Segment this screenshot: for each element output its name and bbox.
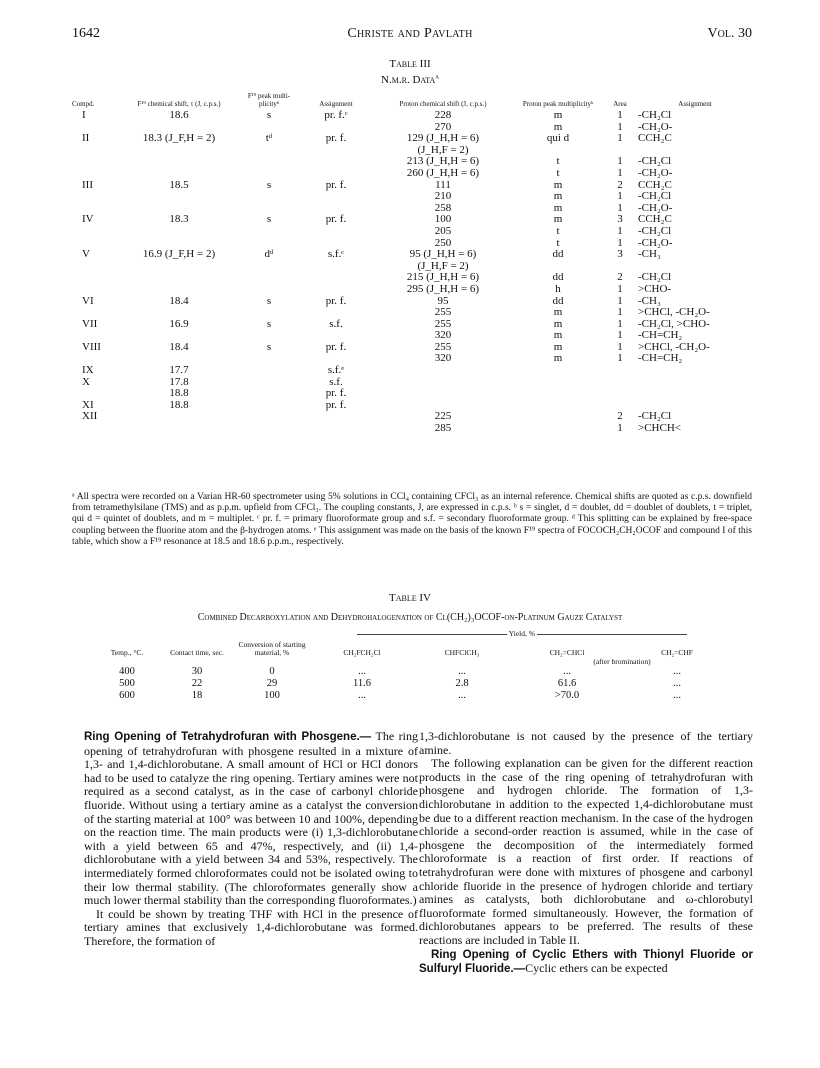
table4-cell: 30 xyxy=(191,666,203,677)
table4-cell: 500 xyxy=(119,678,135,689)
table3-header-2: F¹⁹ peak multi-plicityᵇ xyxy=(247,92,291,108)
table3-cell xyxy=(238,411,300,423)
table3-cell xyxy=(72,203,120,215)
table3-cell: (J_H,F = 2) xyxy=(417,143,469,156)
table3-cell: III xyxy=(82,178,93,191)
table3-header-4: Proton chemical shift (J, c.p.s.) xyxy=(399,100,487,108)
table4-cell: 0 xyxy=(269,666,275,677)
table4-cell: ... xyxy=(673,690,681,701)
table3-cell: m xyxy=(553,120,563,133)
table3-cell xyxy=(238,365,300,377)
table3-cell: tᵈ xyxy=(265,132,273,145)
table-row xyxy=(72,226,752,238)
table3-cell: pr. f. xyxy=(325,340,347,353)
table4-header-row xyxy=(92,641,732,658)
table-row xyxy=(72,307,752,319)
table3-cell: 18.3 (J_F,H = 2) xyxy=(142,132,216,145)
table3-cell: VII xyxy=(82,317,98,330)
table3-cell: 320 xyxy=(434,352,452,365)
table3-cell: -CH₂Cl xyxy=(638,271,672,284)
table3-cell: 1 xyxy=(617,352,623,365)
table4-cell: ... xyxy=(358,690,366,701)
table3-cell: (J_H,F = 2) xyxy=(417,259,469,272)
table3-cell: -CH₂O- xyxy=(638,236,673,249)
table3-cell: 250 xyxy=(434,236,452,249)
table3-cell xyxy=(72,156,120,168)
table3-cell xyxy=(238,307,300,319)
table4-header-1: Contact time, sec. xyxy=(170,648,224,657)
table3-header-3: Assignment xyxy=(319,100,353,108)
table3-cell xyxy=(72,168,120,180)
paragraph-2: It could be shown by treating THF with HCl in the presence of tertiary amines that exclusively 1,4-dichlorobutane was formed. Therefore, the formation of xyxy=(84,906,418,948)
table4-cell: 100 xyxy=(264,690,280,701)
table3-cell: 1 xyxy=(617,190,623,203)
table4-cell: 2.8 xyxy=(455,678,469,689)
table3-cell xyxy=(514,411,602,423)
table3-cell: 1 xyxy=(617,120,623,133)
table3-cell: m xyxy=(553,306,563,319)
table3-cell: pr. f. xyxy=(325,387,347,400)
table3-cell: >CHCH< xyxy=(638,422,681,435)
table4-cell: ... xyxy=(458,666,466,677)
table3-cell xyxy=(238,400,300,412)
table3-cell: -CH₃ xyxy=(638,294,661,307)
table4-cell: 29 xyxy=(266,678,278,689)
table3-cell: -CH₂Cl xyxy=(638,109,672,121)
table4-cell: 18 xyxy=(191,690,203,701)
table3-cell: 2 xyxy=(617,410,623,423)
table3-cell: 95 xyxy=(437,294,449,307)
table3-cell: VI xyxy=(82,294,94,307)
table4-header-2: Conversion of starting material, % xyxy=(238,639,306,657)
table3-cell xyxy=(300,191,372,203)
table3-cell xyxy=(514,423,602,435)
table3-cell: CCH₂C xyxy=(638,132,672,145)
table3-cell: 1 xyxy=(617,201,623,214)
table3-cell xyxy=(72,307,120,319)
table3-cell: >CHCl, -CH₂O- xyxy=(638,340,710,353)
table-row xyxy=(72,133,752,145)
table3-cell: 1 xyxy=(617,166,623,179)
table3-title xyxy=(0,71,820,86)
page-number: 1642 xyxy=(72,26,100,41)
table3-cell: 258 xyxy=(434,201,452,214)
table3-cell: pr. f. xyxy=(325,178,347,191)
table3-cell: 18.5 xyxy=(169,178,189,191)
table3-cell xyxy=(638,365,752,377)
table3-cell xyxy=(238,191,300,203)
table3-cell: II xyxy=(82,132,90,145)
table3-cell: -CH₂O- xyxy=(638,166,673,179)
table3-cell xyxy=(72,423,120,435)
table3-cell: 18.6 xyxy=(169,109,189,121)
table3-cell: 1 xyxy=(617,329,623,342)
table3-cell: CCH₂C xyxy=(638,213,672,226)
body-column-left xyxy=(84,730,418,949)
table3-cell: 95 (J_H,H = 6) xyxy=(409,248,477,261)
table3-cell: 1 xyxy=(617,422,623,435)
table3-cell: IV xyxy=(82,213,94,226)
table3-cell: -CH₂Cl xyxy=(638,224,672,237)
table4-cell: 11.6 xyxy=(353,678,371,689)
table4-cell: ... xyxy=(458,690,466,701)
table3-cell: pr. f. xyxy=(325,213,347,226)
table4-cell: ... xyxy=(563,666,571,677)
table3-cell xyxy=(372,365,514,377)
paragraph-cyclic-ethers xyxy=(419,948,753,977)
table3-cell: 1 xyxy=(617,317,623,330)
table3-cell xyxy=(120,145,238,157)
table3-cell: -CH=CH₂ xyxy=(638,352,683,365)
table3-cell xyxy=(602,377,638,389)
table3-cell: pr. f. xyxy=(325,132,347,145)
table4-header-3: CH₂FCH₂Cl xyxy=(343,648,381,657)
section-heading-phosgene: Ring Opening of Tetrahydrofuran with Phosgene.— xyxy=(84,731,372,743)
table3-cell: s xyxy=(266,109,272,121)
table-row xyxy=(92,678,732,690)
table3-cell: m xyxy=(553,317,563,330)
table-row xyxy=(72,365,752,377)
table3-cell: -CH₂Cl xyxy=(638,190,672,203)
table3-cell xyxy=(514,377,602,389)
table3-cell: V xyxy=(82,248,90,261)
table3-cell: -CH₂Cl, >CHO- xyxy=(638,317,710,330)
table3-cell: dd xyxy=(552,271,564,284)
table3-cell xyxy=(300,156,372,168)
table3-cell xyxy=(300,226,372,238)
table4-header-0: Temp., °C. xyxy=(110,648,144,657)
table3-cell xyxy=(238,145,300,157)
table3-cell: s xyxy=(266,340,272,353)
table3-cell xyxy=(72,226,120,238)
table4-title: Combined Decarboxylation and Dehydrohalogenation of Cl(CH₂)₃OCOF-on-Platinum Gauze Catalyst xyxy=(197,612,623,623)
table4-cell: 400 xyxy=(119,666,135,677)
table3-cell xyxy=(514,400,602,412)
table4-header-5: CH₂=CHCl xyxy=(549,648,585,657)
table3-cell xyxy=(638,388,752,400)
table3-cell xyxy=(72,272,120,284)
table3-cell xyxy=(72,353,120,365)
table3-cell: 2 xyxy=(617,271,623,284)
table3-cell: m xyxy=(553,329,563,342)
table3-cell: 1 xyxy=(617,294,623,307)
after-bromination-label: (after bromination) xyxy=(593,656,651,666)
table3-cell xyxy=(120,226,238,238)
table3-cell xyxy=(300,145,372,157)
table3-cell: -CH₂Cl xyxy=(638,155,672,168)
table3-cell: 210 xyxy=(434,190,452,203)
table3-cell: 1 xyxy=(617,224,623,237)
table3-cell: I xyxy=(82,109,86,121)
table3-cell: s.f. xyxy=(329,317,343,330)
table3-label: Table III xyxy=(389,58,431,70)
table3-cell: 215 (J_H,H = 6) xyxy=(406,271,480,284)
table3-cell xyxy=(238,388,300,400)
table3-cell: -CH₂O- xyxy=(638,201,673,214)
table3-cell: s.f.ᵉ xyxy=(327,364,345,377)
table3-cell xyxy=(120,284,238,296)
section-heading-thionyl: Ring Opening of Cyclic Ethers with Thionyl Fluoride or Sulfuryl Fluoride.— xyxy=(419,948,753,976)
table3-cell: qui d xyxy=(546,132,570,145)
table3-cell: m xyxy=(553,109,563,121)
table3-cell: 228 xyxy=(434,109,452,121)
table3-cell: >CHO- xyxy=(638,282,672,295)
table3-cell: -CH=CH₂ xyxy=(638,329,683,342)
table3-cell: 129 (J_H,H = 6) xyxy=(406,132,480,145)
table3-title-note: a xyxy=(435,71,439,81)
table3-cell xyxy=(120,423,238,435)
table3-cell xyxy=(72,191,120,203)
table3-cell: h xyxy=(555,282,561,295)
table3-cell xyxy=(300,168,372,180)
table3-cell: 1 xyxy=(617,282,623,295)
table3-cell: XII xyxy=(82,410,98,423)
running-title: Christe and Pavlath xyxy=(347,26,473,41)
table3-cell: m xyxy=(553,213,563,226)
table3-cell: VIII xyxy=(82,340,101,353)
table3-cell: 225 xyxy=(434,410,452,423)
table3-cell: m xyxy=(553,201,563,214)
table3-cell xyxy=(120,261,238,273)
table3-cell: dᵈ xyxy=(264,248,274,261)
table3-header-0: Compd. xyxy=(72,100,95,108)
table3-cell: 17.7 xyxy=(169,364,189,377)
table3-cell: -CH₂Cl xyxy=(638,410,672,423)
table3-cell xyxy=(238,284,300,296)
table3-cell: 1 xyxy=(617,132,623,145)
table3-cell: 285 xyxy=(434,422,452,435)
table3-cell: >CHCl, -CH₂O- xyxy=(638,306,710,319)
table3-cell: 255 xyxy=(434,317,452,330)
table4-header-4: CHFClCH₃ xyxy=(444,648,480,657)
table3-cell: 3 xyxy=(617,248,623,261)
table3-cell: 213 (J_H,H = 6) xyxy=(406,155,480,168)
table3-cell: 295 (J_H,H = 6) xyxy=(406,282,480,295)
table3-cell xyxy=(300,307,372,319)
table3-cell: 100 xyxy=(434,213,452,226)
table3-cell xyxy=(300,284,372,296)
table3-cell: t xyxy=(556,166,560,179)
table3-cell xyxy=(602,365,638,377)
table3-cell xyxy=(120,191,238,203)
table3-cell xyxy=(238,353,300,365)
table3-cell xyxy=(238,226,300,238)
table3-cell: s xyxy=(266,213,272,226)
table3-header-1: F¹⁹ chemical shift, τ (J, c.p.s.) xyxy=(137,100,221,108)
nmr-data-table xyxy=(72,92,752,435)
table3-cell xyxy=(72,145,120,157)
table3-cell: 320 xyxy=(434,329,452,342)
table3-cell xyxy=(238,272,300,284)
table3-cell: dd xyxy=(552,248,564,261)
table4-cell: 600 xyxy=(119,690,135,701)
table3-cell: pr. f.ᶜ xyxy=(324,109,348,121)
table4-cell: ... xyxy=(673,678,681,689)
table3-cell: 1 xyxy=(617,109,623,121)
table3-cell: 255 xyxy=(434,340,452,353)
table3-header-6: Area xyxy=(613,100,627,108)
table3-cell: 2 xyxy=(617,178,623,191)
table3-cell xyxy=(300,261,372,273)
table3-cell xyxy=(514,365,602,377)
table-row xyxy=(92,690,732,702)
table3-cell: 16.9 xyxy=(169,317,189,330)
body-column-right xyxy=(419,730,753,977)
table3-title-text: N.m.r. Data xyxy=(381,74,436,86)
table3-cell xyxy=(300,272,372,284)
table3-cell: 1 xyxy=(617,306,623,319)
decarboxylation-table xyxy=(92,630,732,702)
table3-cell: dd xyxy=(552,294,564,307)
table3-cell: m xyxy=(553,340,563,353)
volume-label: Vol. 30 xyxy=(707,26,752,41)
table3-cell: 16.9 (J_F,H = 2) xyxy=(142,248,216,261)
table3-cell: s xyxy=(266,294,272,307)
yield-label: Yield, % xyxy=(508,629,535,638)
table3-body xyxy=(72,110,752,435)
table3-cell: 18.4 xyxy=(169,340,189,353)
table4-cell: ... xyxy=(673,666,681,677)
table3-cell: m xyxy=(553,352,563,365)
paragraph-3: 1,3-dichlorobutane is not caused by the presence of the tertiary amine. xyxy=(419,729,753,757)
table-row xyxy=(92,666,732,678)
table3-cell xyxy=(372,377,514,389)
table3-header-7: Assignment xyxy=(678,100,712,108)
table3-cell: 111 xyxy=(435,178,451,191)
table3-cell xyxy=(72,122,120,134)
table3-cell: 18.3 xyxy=(169,213,189,226)
paragraph-4: The following explanation can be given for the different reaction products in the case of the ring opening of tetrahydrofuran with phosgene and hydrogen chloride. The formation of 1,3-dichlorobutane in addition to the expected 1,4-dichlorobutane must be due to a different reaction mechanism. In the case of the hydrogen chloride a second-order reaction is assumed, while in the case of phosgene the decomposition of the intermediately formed chloroformate is a reaction of first order. If reactions of tetrahydrofuran were done with mixtures of phosgene and carbonyl chloride fluoride in the presence of hydrogen chloride and tertiary amines as catalysts, both dichlorobutane and ω-chlorobutyl fluoroformate formed simultaneously. However, the formation of dichlorobutanes appears to be preferred. The results of these reactions are included in Table II. xyxy=(419,756,753,947)
paragraph-ring-opening xyxy=(84,730,418,908)
table3-cell xyxy=(120,272,238,284)
table-row xyxy=(72,423,752,435)
table-row xyxy=(72,249,752,261)
table3-cell xyxy=(120,411,238,423)
table3-cell: 3 xyxy=(617,213,623,226)
table3-cell: -CH₃ xyxy=(638,248,661,261)
table-row xyxy=(72,191,752,203)
table4-header-6: CH₂=CHF xyxy=(661,648,693,657)
table3-cell xyxy=(300,411,372,423)
table4-body xyxy=(92,666,732,702)
table3-cell xyxy=(120,156,238,168)
table3-cell xyxy=(372,388,514,400)
table3-cell: 270 xyxy=(434,120,452,133)
table-row xyxy=(72,110,752,122)
table3-cell: pr. f. xyxy=(325,398,347,411)
table3-footnotes: ᵃ All spectra were recorded on a Varian HR-60 spectrometer using 5% solutions in CCl₄ containing CFCl₃ as an internal reference. Chemical shifts are quoted as c.p.s. downfield from tetramethylsilane (TMS) and as p.p.m. upfield from CFCl₃. The coupling constants, J, are expressed in c.p.s. ᵇ s = singlet, d = doublet, dd = doublet of doublets, t = triplet, qui d = quintet of doublets, and m = multiplet. ᶜ pr. f. = primary fluoroformate group and s.f. = secondary fluoroformate group. ᵈ This splitting can be explained by free-space coupling between the fluorine atom and the β-hydrogen atoms. ᵉ This assignment was made on the basis of the known F¹⁹ spectra of FOCOCH₂CH₂OCOF and compound I of this table, which show a F¹⁹ resonance at 18.5 and 18.6 p.p.m., respectively. xyxy=(72,492,752,547)
table4-cell: ... xyxy=(358,666,366,677)
table3-cell: s xyxy=(266,178,272,191)
table4-label: Table IV xyxy=(389,592,431,604)
table3-cell: 260 (J_H,H = 6) xyxy=(406,166,480,179)
table3-cell xyxy=(238,377,300,389)
table3-cell: s.f. xyxy=(329,375,343,388)
table3-cell: m xyxy=(553,178,563,191)
table3-cell xyxy=(120,168,238,180)
table3-cell: 255 xyxy=(434,306,452,319)
table3-cell: 1 xyxy=(617,340,623,353)
table3-cell xyxy=(72,284,120,296)
table3-cell xyxy=(238,261,300,273)
table3-cell xyxy=(238,168,300,180)
table4-cell: 22 xyxy=(191,678,203,689)
table3-cell xyxy=(638,377,752,389)
table4-cell: 61.6 xyxy=(557,678,577,689)
table3-cell: t xyxy=(556,236,560,249)
table3-cell: 1 xyxy=(617,236,623,249)
table3-cell: 17.8 xyxy=(169,375,189,388)
table3-cell: 1 xyxy=(617,155,623,168)
table3-header-row xyxy=(72,92,752,110)
table4-cell: >70.0 xyxy=(554,690,580,701)
table3-cell xyxy=(238,423,300,435)
table3-cell xyxy=(238,156,300,168)
table3-cell: XI xyxy=(82,398,94,411)
table3-cell: m xyxy=(553,190,563,203)
table3-cell: IX xyxy=(82,364,94,377)
table3-cell: 18.8 xyxy=(169,398,189,411)
table3-cell: 18.4 xyxy=(169,294,189,307)
table3-cell xyxy=(72,238,120,250)
table3-cell: s xyxy=(266,317,272,330)
table3-cell xyxy=(120,307,238,319)
table-row xyxy=(72,284,752,296)
table3-cell xyxy=(514,388,602,400)
table3-cell: t xyxy=(556,224,560,237)
table3-cell: CCH₂C xyxy=(638,178,672,191)
table3-cell: 205 xyxy=(434,224,452,237)
table3-cell: X xyxy=(82,375,90,388)
table3-header-5: Proton peak multiplicityᵇ xyxy=(522,100,594,108)
table-row xyxy=(72,168,752,180)
table3-cell xyxy=(300,423,372,435)
table3-cell: t xyxy=(556,155,560,168)
table3-cell: s.f.ᶜ xyxy=(327,248,345,261)
table3-cell xyxy=(72,388,120,400)
table3-cell: -CH₂O- xyxy=(638,120,673,133)
table3-cell xyxy=(602,388,638,400)
table3-cell: 18.8 xyxy=(169,387,189,400)
table3-cell: pr. f. xyxy=(325,294,347,307)
paragraph-5-text: Cyclic ethers can be expected xyxy=(525,961,668,976)
paragraph-1-text: The ring opening of tetrahydrofuran with phosgene resulted in a mixture of 1,3- and 1,4-dichlorobutane. A small amount of HCl or HCl donors had to be used to catalyze the ring opening. Tertiary amines were not required as a second catalyst, as in the case of carbonyl chloride fluoride. Without using a tertiary amine as a catalyst the conversion of the starting material at 100° was between 10 and 100%, depending on the reaction time. The main products were (i) 1,3-dichlorobutane with a yield between 65 and 47%, respectively, and (ii) 1,4-dichlorobutane with a yield between 34 and 53%, respectively. The intermediately formed chloroformates could not be isolated owing to their low thermal stability. (The chloroformates generally show a much lower thermal stability than the corresponding fluoroformates.) xyxy=(84,729,418,908)
table3-cell xyxy=(72,261,120,273)
